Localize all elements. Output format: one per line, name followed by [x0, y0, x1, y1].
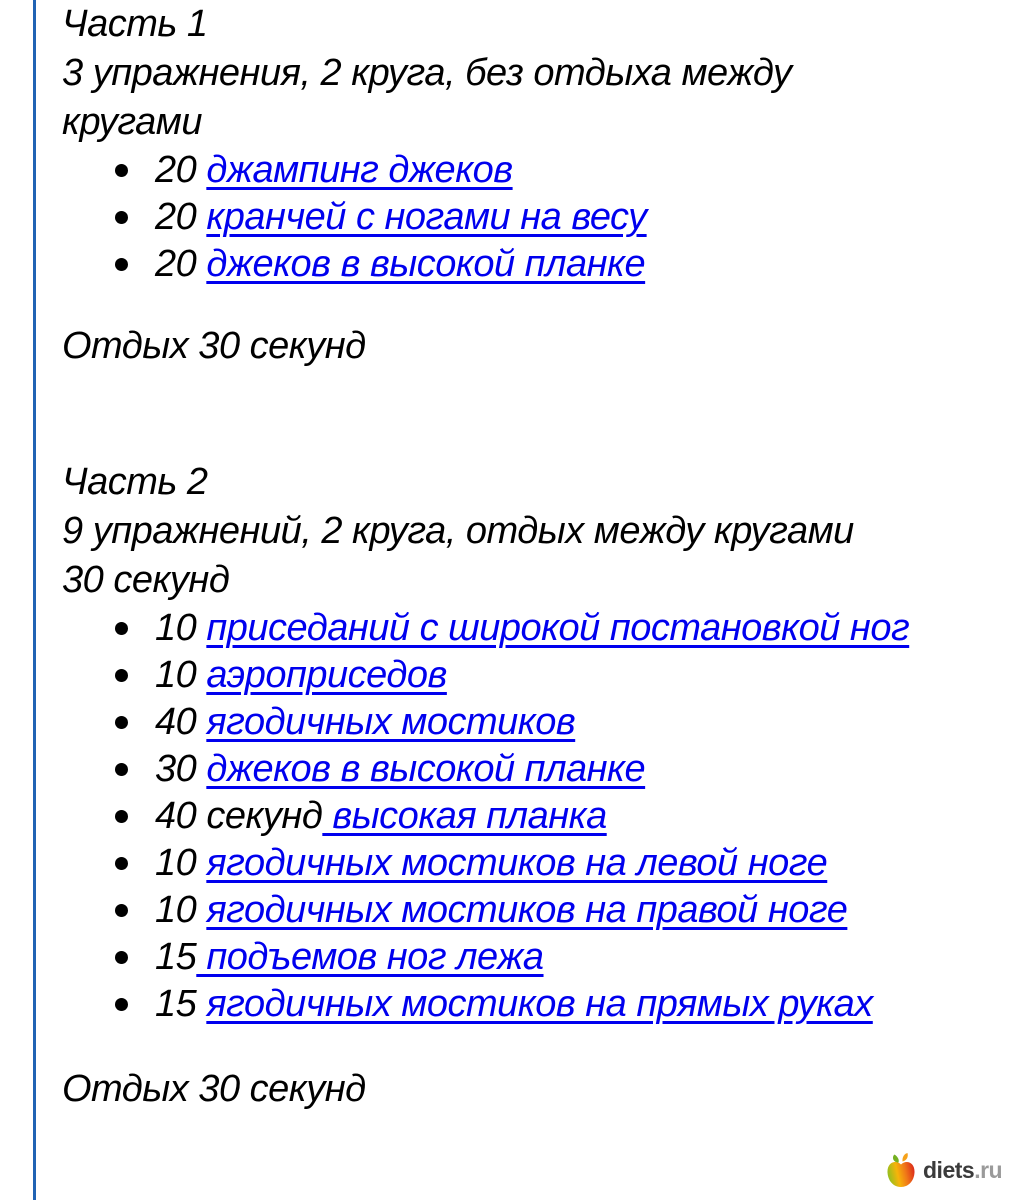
diets-logo-brand: diets — [923, 1156, 975, 1183]
part1-title: Часть 1 — [62, 3, 208, 45]
part2-rest-note: Отдых 30 секунд — [62, 1068, 366, 1110]
exercise-count: 30 — [155, 748, 207, 790]
apple-body — [887, 1162, 914, 1187]
exercise-count: 10 — [155, 842, 207, 884]
exercise-count: 20 — [155, 196, 207, 238]
exercise-item — [62, 241, 976, 288]
exercise-link[interactable]: джеков в высокой планке — [206, 748, 646, 790]
exercise-link[interactable]: ягодичных мостиков — [206, 701, 576, 743]
exercise-item — [62, 699, 976, 746]
exercise-count: 40 — [155, 701, 207, 743]
exercise-link[interactable]: джампинг джеков — [206, 149, 513, 191]
exercise-link[interactable]: аэроприседов — [206, 654, 447, 696]
exercise-item — [62, 605, 976, 652]
exercise-link[interactable]: кранчей с ногами на весу — [206, 196, 647, 238]
exercise-item — [62, 793, 976, 840]
exercise-link[interactable]: ягодичных мостиков на прямых руках — [206, 983, 873, 1025]
exercise-link[interactable]: ягодичных мостиков на правой ноге — [206, 889, 848, 931]
part1-rest-note: Отдых 30 секунд — [62, 325, 366, 367]
part2-exercise-list — [62, 605, 976, 1028]
exercise-link[interactable]: приседаний с широкой постановкой ног — [206, 607, 910, 649]
apple-leaf-orange — [902, 1153, 907, 1162]
exercise-count: 15 — [155, 936, 197, 978]
exercise-link[interactable]: джеков в высокой планке — [206, 243, 646, 285]
exercise-count: 10 — [155, 607, 207, 649]
exercise-link[interactable]: подъемов ног лежа — [196, 936, 544, 978]
exercise-item — [62, 887, 976, 934]
apple-leaf-green — [893, 1155, 899, 1163]
diets-logo[interactable] — [884, 1152, 1002, 1188]
exercise-count: 20 — [155, 243, 207, 285]
part2-subtitle-line1: 9 упражнений, 2 круга, отдых между кругами — [62, 510, 854, 552]
exercise-item — [62, 652, 976, 699]
exercise-count: 20 — [155, 149, 207, 191]
part2-title: Часть 2 — [62, 461, 208, 503]
exercise-link[interactable]: высокая планка — [322, 795, 607, 837]
part1-subtitle-line1: 3 упражнения, 2 круга, без отдыха между — [62, 52, 792, 94]
part1-exercise-list — [62, 147, 976, 288]
exercise-count: 10 — [155, 889, 207, 931]
diets-logo-text — [923, 1157, 1002, 1184]
exercise-item — [62, 746, 976, 793]
exercise-item — [62, 981, 976, 1028]
exercise-count: 15 — [155, 983, 207, 1025]
apple-icon — [884, 1152, 918, 1188]
part1-subtitle-line2: кругами — [62, 101, 202, 143]
part2-subtitle-line2: 30 секунд — [62, 559, 230, 601]
exercise-count: 40 секунд — [155, 795, 323, 837]
exercise-item — [62, 194, 976, 241]
exercise-item — [62, 147, 976, 194]
exercise-link[interactable]: ягодичных мостиков на левой ноге — [206, 842, 828, 884]
exercise-item — [62, 840, 976, 887]
exercise-item — [62, 934, 976, 981]
diets-logo-tld: .ru — [974, 1156, 1003, 1183]
exercise-count: 10 — [155, 654, 207, 696]
